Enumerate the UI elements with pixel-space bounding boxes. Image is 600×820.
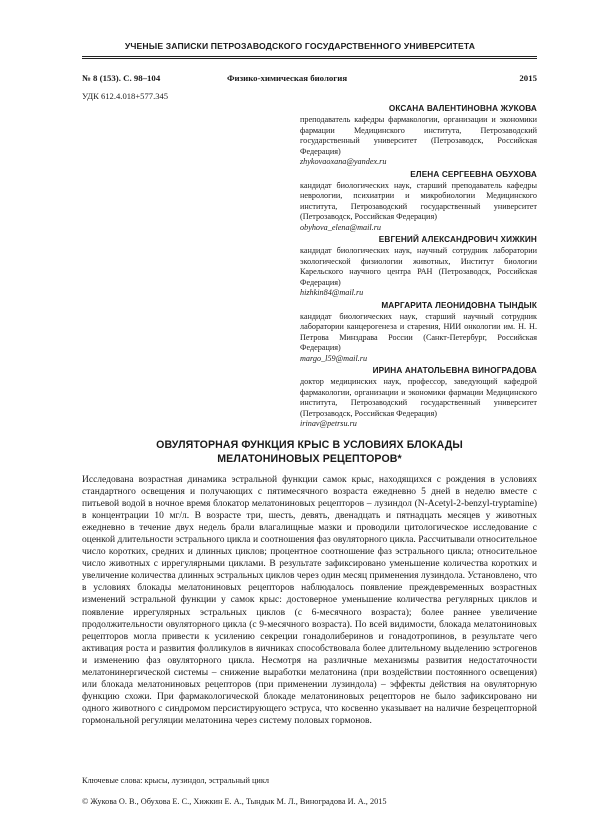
header-rule-top bbox=[82, 56, 537, 57]
author-name: ЕВГЕНИЙ АЛЕКСАНДРОВИЧ ХИЖКИН bbox=[378, 235, 537, 244]
author-email[interactable]: zhykovaoxana@yandex.ru bbox=[300, 157, 387, 166]
journal-title: УЧЕНЫЕ ЗАПИСКИ ПЕТРОЗАВОДСКОГО ГОСУДАРСТВЕННОГО УНИВЕРСИТЕТА bbox=[124, 41, 476, 51]
author-affiliation: кандидат биологических наук, старший преподаватель кафедры неврологии, психиатрии и микробиологии Медицинского института, Петрозаводский государственный университет (Петрозаводск, Российская Федерация) bbox=[300, 180, 537, 221]
author-block bbox=[300, 301, 537, 365]
author-block bbox=[300, 235, 537, 299]
author-name: ОКСАНА ВАЛЕНТИНОВНА ЖУКОВА bbox=[388, 104, 537, 113]
author-affiliation: кандидат биологических наук, научный сотрудник лаборатории экологической физиологии животных, Институт биологии Карельского научного центра РАН (Петрозаводск, Российская Федерация) bbox=[300, 246, 537, 287]
article-title-line: МЕЛАТОНИНОВЫХ РЕЦЕПТОРОВ* bbox=[217, 453, 402, 465]
author-email[interactable]: obyhova_elena@mail.ru bbox=[300, 222, 381, 232]
author-affiliation: кандидат биологических наук, старший научный сотрудник лаборатории канцерогенеза и старения, НИИ онкологии им. Н. Н. Петрова Минздрава России (Санкт-Петербург, Российская Федерация) bbox=[300, 311, 537, 352]
author-list bbox=[300, 104, 537, 432]
author-email[interactable]: irinav@petrsu.ru bbox=[300, 419, 357, 428]
author-block bbox=[300, 366, 537, 430]
author-affiliation: доктор медицинских наук, профессор, заведующий кафедрой фармакологии, организации и экономики фармации Медицинского института, Петрозаводский государственный университет (Петрозаводск, Российская Федерация) bbox=[300, 377, 537, 418]
issue-info: № 8 (153). С. 98–104 bbox=[82, 73, 161, 83]
section-name: Физико-химическая биология bbox=[227, 73, 348, 83]
article-title bbox=[82, 438, 537, 466]
keywords: Ключевые слова: крысы, лузиндол, эстральный цикл bbox=[82, 776, 270, 785]
udk-code: УДК 612.4.018+577.345 bbox=[82, 91, 169, 101]
author-name: ИРИНА АНАТОЛЬЕВНА ВИНОГРАДОВА bbox=[372, 366, 537, 375]
author-name: ЕЛЕНА СЕРГЕЕВНА ОБУХОВА bbox=[410, 169, 537, 179]
header-rule-bottom bbox=[82, 58, 537, 59]
author-email[interactable]: hizhkin84@mail.ru bbox=[300, 288, 364, 297]
issue-year: 2015 bbox=[519, 73, 537, 83]
author-block bbox=[300, 170, 537, 234]
article-title-line: ОВУЛЯТОРНАЯ ФУНКЦИЯ КРЫС В УСЛОВИЯХ БЛОКАДЫ bbox=[156, 439, 463, 451]
author-block bbox=[300, 104, 537, 168]
copyright-notice: © Жукова О. В., Обухова Е. С., Хижкин Е. А., Тындык М. Л., Виноградова И. А., 2015 bbox=[82, 797, 387, 806]
author-email[interactable]: margo_l59@mail.ru bbox=[300, 353, 368, 363]
author-name: МАРГАРИТА ЛЕОНИДОВНА ТЫНДЫК bbox=[381, 300, 537, 310]
abstract-text: Исследована возрастная динамика эстральной функции самок крыс, находящихся с рождения в условиях стандартного освещения и получающих с пятимесячного возраста ежедневно 5 дней в неделю вместе с питьевой водой в ночное время блокатор мелатониновых рецепторов – лузиндол (N-Acetyl-2-benzyl-tryptamine) в концентрации 10 мг/л. В возрасте три, шесть, девять, двенадцать и пятнадцать месяцев у животных ежедневно в течение двух недель брали влагалищные мазки и проводили цитологическое исследование с оценкой длительности эстрального цикла и соотношения фаз овуляторного цикла. Рассчитывали относительное число коротких, средних и длинных циклов; процентное соотношение фаз эстрального цикла; относительное число животных с иррегулярными циклами. В результате зафиксировано уменьшение количества коротких и увеличение количества длинных эстральных циклов через один месяц применения лузиндола. Установлено, что в условиях блокады мелатониновых рецепторов наблюдалось появление преждевременных возрастных изменений эстральной функции у самок крыс: достоверное уменьшение количества регулярных циклов и появление иррегулярных эстральных циклов (с 6-месячного возраста); более раннее увеличение продолжительности овуляторного цикла (с 9-месячного возраста). По всей видимости, блокада мелатониновых рецепторов могла привести к усилению секреции гонадолиберинов и гонадотропинов, в результате чего активация роста и развития фолликулов в яичниках способствовала более длительному выделению эстрогенов и изменению фаз овуляторного цикла. Несмотря на различные механизмы развития недостаточности мелатонинергической системы – снижение выработки мелатонина (при воздействии постоянного освещения) или блокада мелатониновых рецепторов (при применении лузиндола) – эффекты действия на овуляторную функцию схожи. При фармакологической блокаде мелатониновых рецепторов не было зафиксировано ни одного животного с синдромом персистирующего эструса, что косвенно указывает на наличие безрецепторной гормональной регуляции мелатонина через систему половых гормонов. bbox=[82, 475, 537, 726]
author-affiliation: преподаватель кафедры фармакологии, организации и экономики фармации Медицинского института, Петрозаводский государственный университет (Петрозаводск, Российская Федерация) bbox=[300, 115, 537, 156]
